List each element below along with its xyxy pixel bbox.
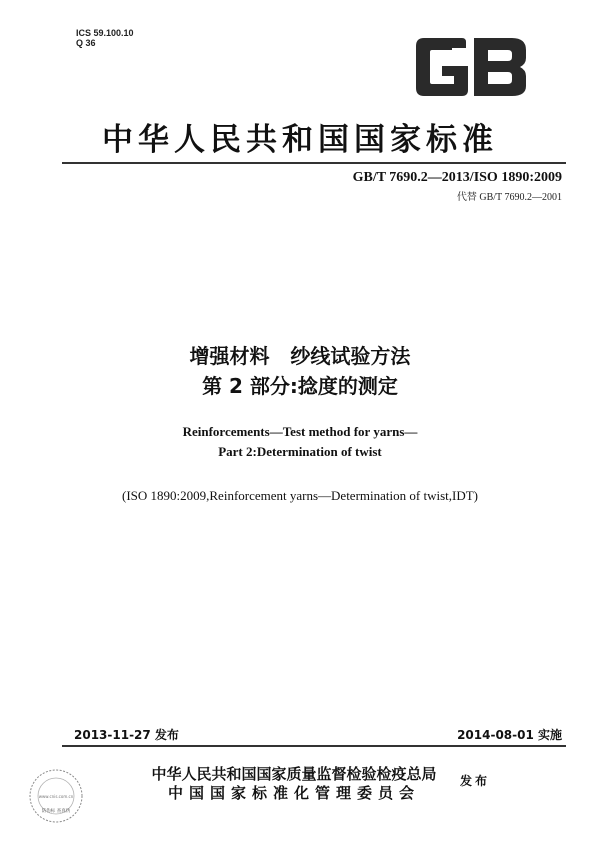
gb-logo-icon [412, 36, 530, 98]
issuer-line1: 中华人民共和国国家质量监督检验检疫总局 [151, 765, 437, 783]
english-title-line1: Reinforcements—Test method for yarns— [182, 424, 418, 439]
standard-number: GB/T 7690.2—2013/ISO 1890:2009 [352, 170, 562, 185]
ics-code: ICS 59.100.10 [76, 28, 134, 38]
svg-text:防伪标 查真伪: 防伪标 查真伪 [41, 809, 71, 814]
publish-label: 发布 [460, 774, 491, 788]
chinese-title-line1: 增强材料 纱线试验方法 [189, 344, 411, 368]
issuer-line2: 中国国家标准化管理委员会 [167, 784, 420, 802]
svg-text:www.cnis.com.cn: www.cnis.com.cn [38, 794, 74, 799]
anti-counterfeit-stamp-icon [28, 768, 84, 824]
top-divider [62, 162, 566, 164]
chinese-title-line2: 第 2 部分:捻度的测定 [202, 374, 398, 398]
implementation-date: 2014-08-01 实施 [457, 728, 562, 742]
classification-codes [76, 28, 134, 48]
replaces-standard: 代替 GB/T 7690.2—2001 [456, 192, 562, 203]
issue-date: 2013-11-27 发布 [74, 728, 179, 742]
ccs-code: Q 36 [76, 38, 96, 48]
bottom-divider [62, 745, 566, 747]
english-title-line2: Part 2:Determination of twist [218, 444, 382, 459]
national-standard-title: 中华人民共和国国家标准 [102, 122, 498, 158]
iso-reference: (ISO 1890:2009,Reinforcement yarns—Determination of twist,IDT) [122, 488, 478, 503]
